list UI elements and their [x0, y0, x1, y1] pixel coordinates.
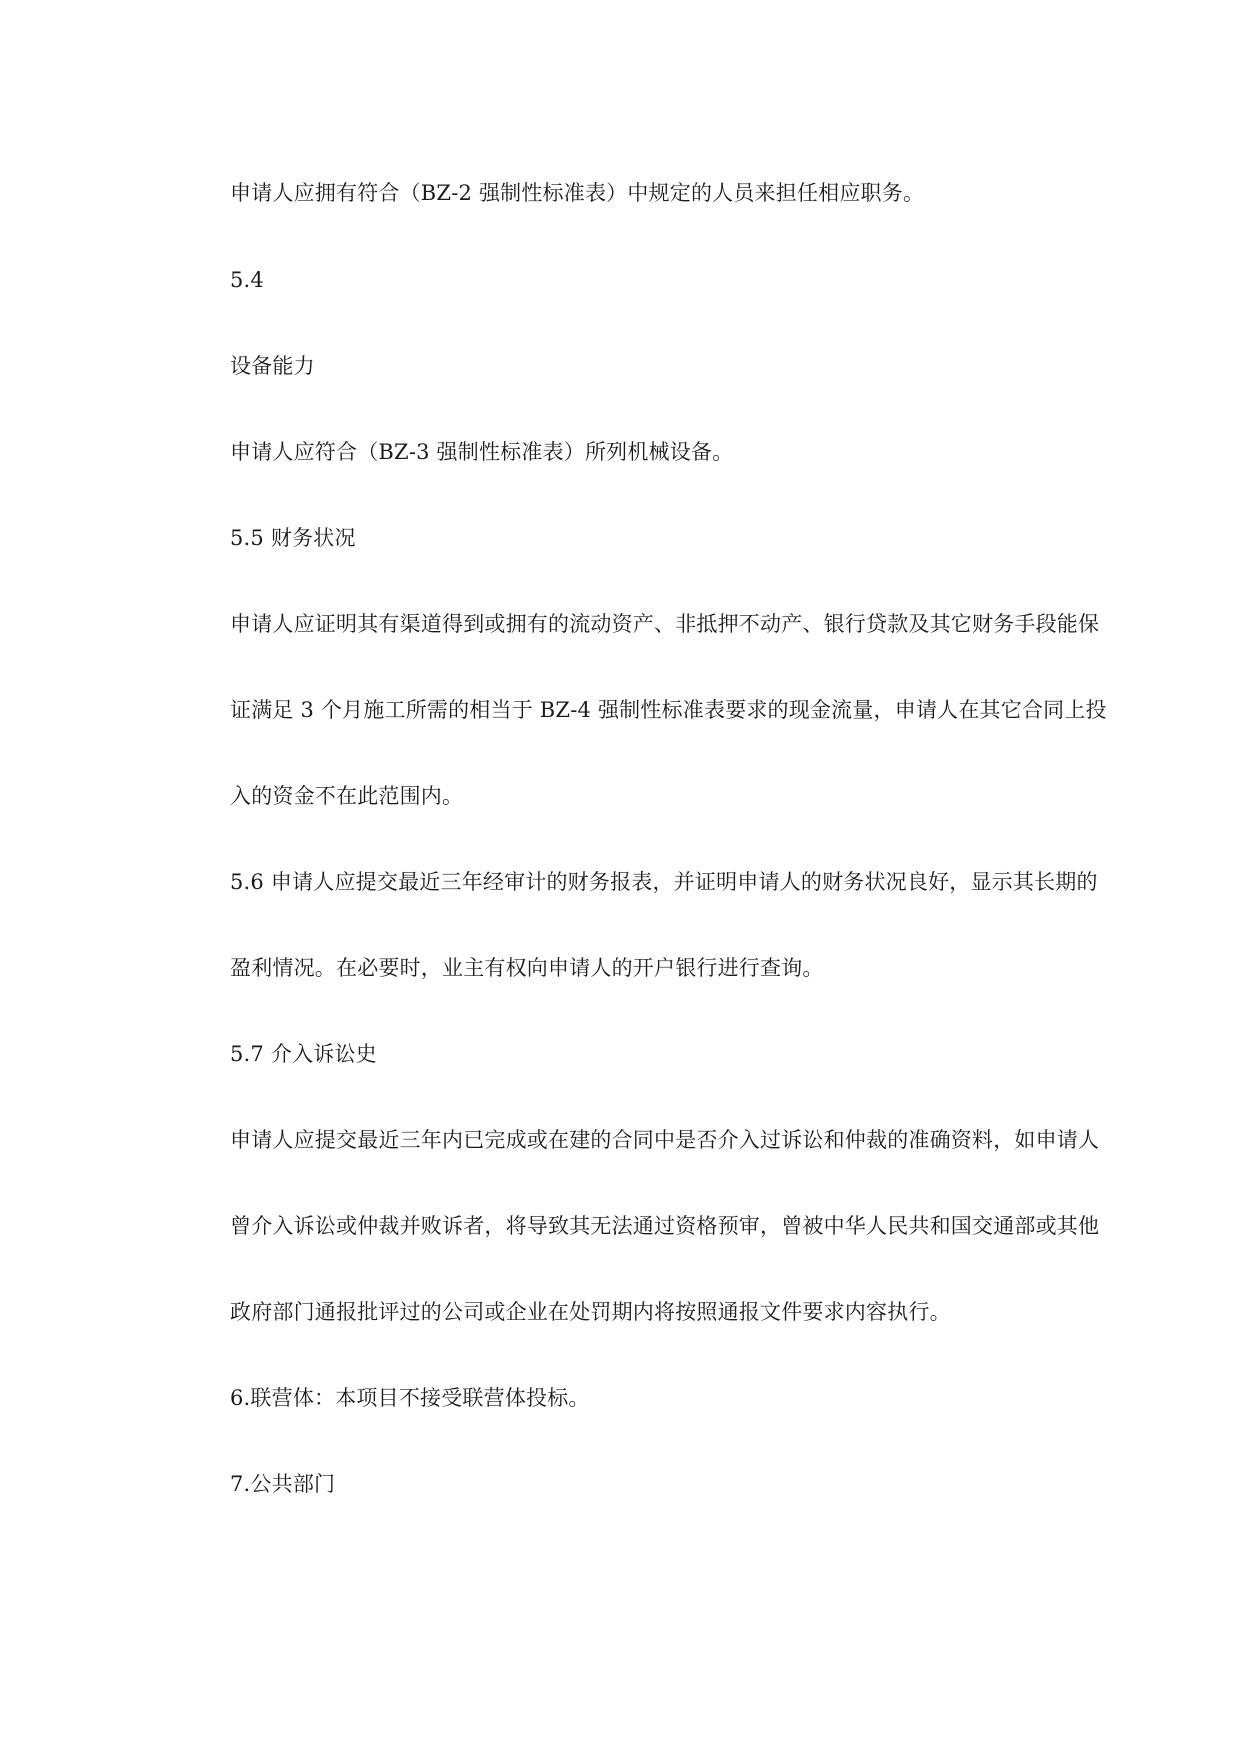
section-heading-litigation: 5.7 介入诉讼史: [230, 1042, 377, 1066]
section-number-5-4: 5.4: [230, 268, 264, 292]
paragraph-litigation-line-2: 曾介入诉讼或仲裁并败诉者，将导致其无法通过资格预审，曾被中华人民共和国交通部或其他: [230, 1214, 1100, 1238]
paragraph-personnel-requirement: 申请人应拥有符合（BZ-2 强制性标准表）中规定的人员来担任相应职务。: [230, 181, 925, 205]
paragraph-audit-line-1: 5.6 申请人应提交最近三年经审计的财务报表，并证明申请人的财务状况良好，显示其长期的: [230, 870, 1098, 894]
section-joint-venture: 6.联营体：本项目不接受联营体投标。: [230, 1386, 590, 1410]
paragraph-litigation-line-3: 政府部门通报批评过的公司或企业在处罚期内将按照通报文件要求内容执行。: [230, 1300, 951, 1324]
paragraph-finance-line-2: 证满足 3 个月施工所需的相当于 BZ-4 强制性标准表要求的现金流量，申请人在其它合同上投: [230, 698, 1107, 722]
section-heading-equipment: 设备能力: [230, 354, 315, 378]
paragraph-finance-line-1: 申请人应证明其有渠道得到或拥有的流动资产、非抵押不动产、银行贷款及其它财务手段能保: [230, 612, 1100, 636]
section-public-department: 7.公共部门: [230, 1472, 336, 1496]
section-heading-finance: 5.5 财务状况: [230, 526, 356, 550]
paragraph-finance-line-3: 入的资金不在此范围内。: [230, 784, 464, 808]
paragraph-audit-line-2: 盈利情况。在必要时，业主有权向申请人的开户银行进行查询。: [230, 956, 824, 980]
paragraph-equipment-requirement: 申请人应符合（BZ-3 强制性标准表）所列机械设备。: [230, 440, 734, 464]
paragraph-litigation-line-1: 申请人应提交最近三年内已完成或在建的合同中是否介入过诉讼和仲裁的准确资料，如申请人: [230, 1128, 1100, 1152]
